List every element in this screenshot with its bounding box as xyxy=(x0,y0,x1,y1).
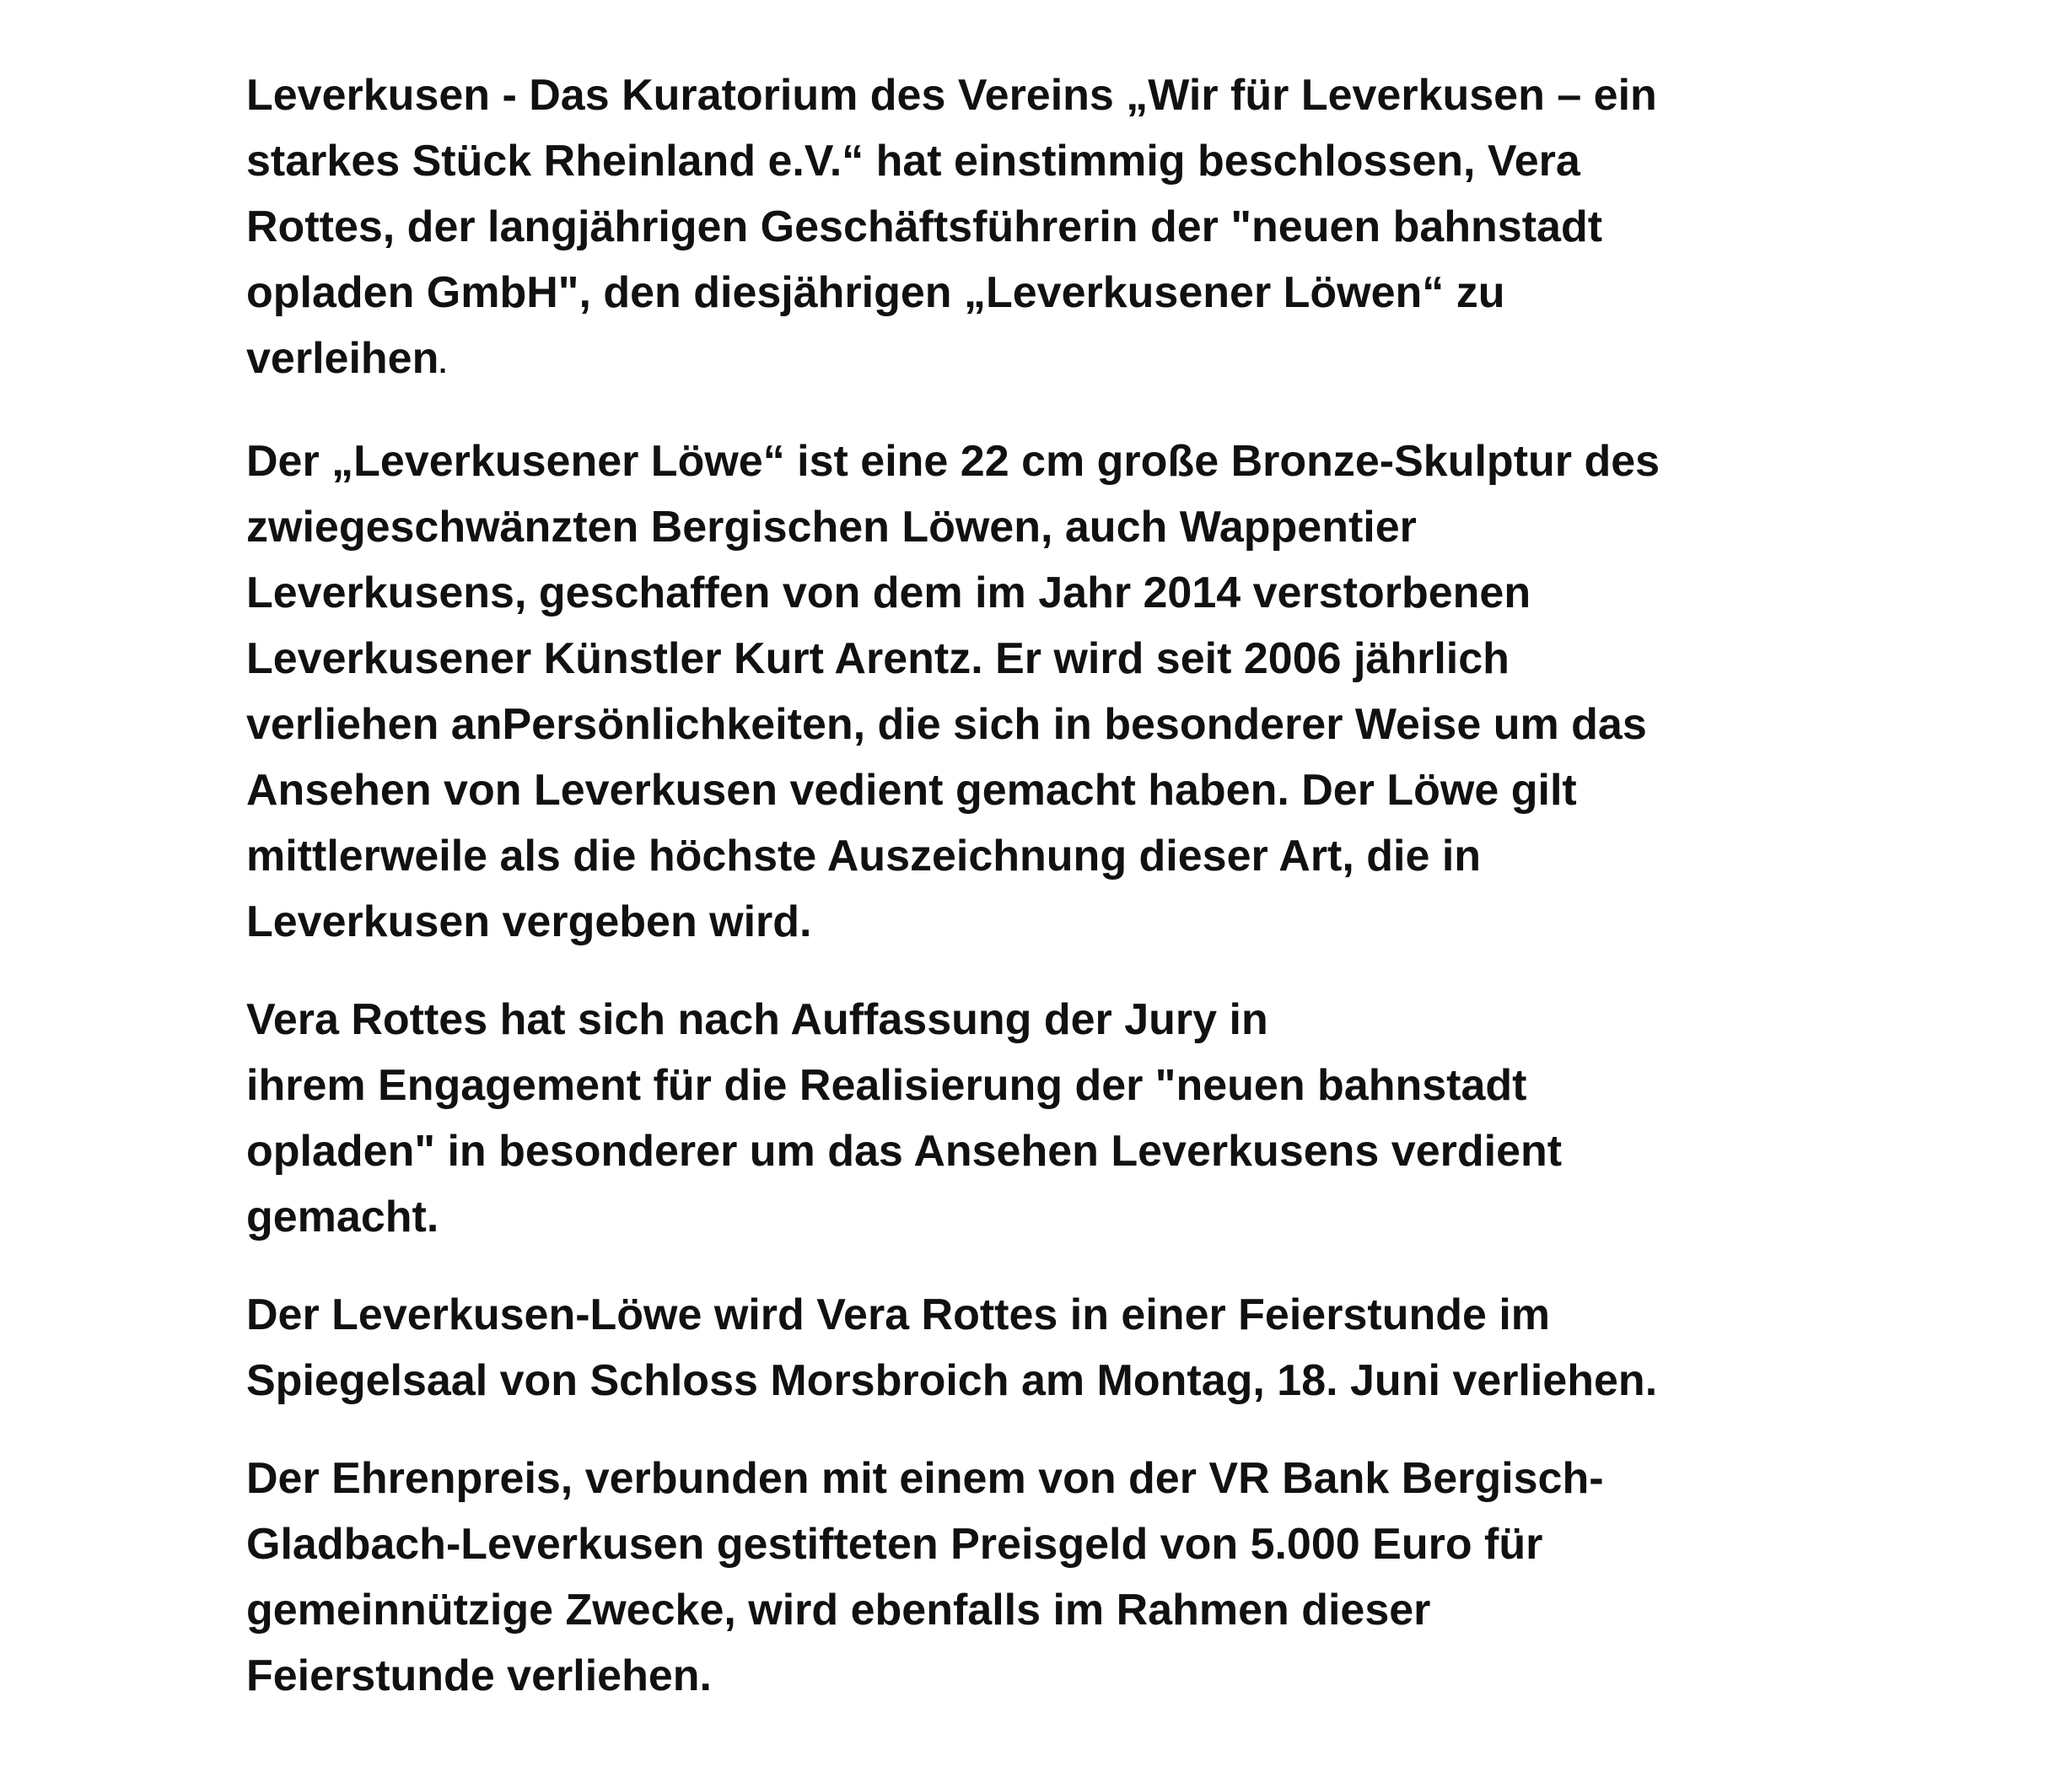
text-line: opladen" in besonderer um das Ansehen Leverkusens verdient xyxy=(246,1127,1563,1176)
paragraph-ceremony xyxy=(246,1282,1933,1414)
text-line: gemacht. xyxy=(246,1193,439,1241)
text-line: opladen GmbH", den diesjährigen „Leverkusener Löwen“ zu xyxy=(246,268,1505,317)
paragraph-prize-money xyxy=(246,1446,1933,1709)
text-line xyxy=(246,326,1933,396)
text-line-content: verleihen xyxy=(246,334,439,383)
text-line: Rottes, der langjährigen Geschäftsführerin der "neuen bahnstadt xyxy=(246,202,1603,251)
text-line: ihrem Engagement für die Realisierung der "neuen bahnstadt xyxy=(246,1061,1527,1110)
text-line: Feierstunde verliehen. xyxy=(246,1651,712,1700)
text-line: Leverkusens, geschaffen von dem im Jahr 2014 verstorbenen xyxy=(246,568,1531,617)
text-line: Leverkusen vergeben wird. xyxy=(246,897,812,946)
paragraph-jury-reasoning xyxy=(246,987,1933,1250)
text-line: Gladbach-Leverkusen gestifteten Preisgeld von 5.000 Euro für xyxy=(246,1520,1543,1569)
article-body xyxy=(246,62,1933,1741)
text-line: zwiegeschwänzten Bergischen Löwen, auch Wappentier xyxy=(246,503,1417,552)
text-line: Leverkusener Künstler Kurt Arentz. Er wird seit 2006 jährlich xyxy=(246,634,1510,683)
text-line-period: . xyxy=(439,347,447,380)
text-line: Leverkusen - Das Kuratorium des Vereins „Wir für Leverkusen – ein xyxy=(246,71,1657,120)
text-line: mittlerweile als die höchste Auszeichnung dieser Art, die in xyxy=(246,832,1482,881)
text-line: Der „Leverkusener Löwe“ ist eine 22 cm große Bronze-Skulptur des xyxy=(246,437,1660,486)
text-line: starkes Stück Rheinland e.V.“ hat einstimmig beschlossen, Vera xyxy=(246,137,1580,186)
text-line: verliehen anPersönlichkeiten, die sich in besonderer Weise um das xyxy=(246,700,1647,749)
paragraph-award-description xyxy=(246,428,1933,955)
paragraph-intro xyxy=(246,62,1933,396)
text-line: Der Ehrenpreis, verbunden mit einem von der VR Bank Bergisch- xyxy=(246,1454,1604,1503)
text-line: gemeinnützige Zwecke, wird ebenfalls im Rahmen dieser xyxy=(246,1586,1431,1635)
text-line: Der Leverkusen-Löwe wird Vera Rottes in einer Feierstunde im xyxy=(246,1290,1551,1339)
text-line: Spiegelsaal von Schloss Morsbroich am Montag, 18. Juni verliehen. xyxy=(246,1356,1658,1405)
text-line: Vera Rottes hat sich nach Auffassung der Jury in xyxy=(246,995,1268,1044)
text-line: Ansehen von Leverkusen vedient gemacht haben. Der Löwe gilt xyxy=(246,766,1577,815)
